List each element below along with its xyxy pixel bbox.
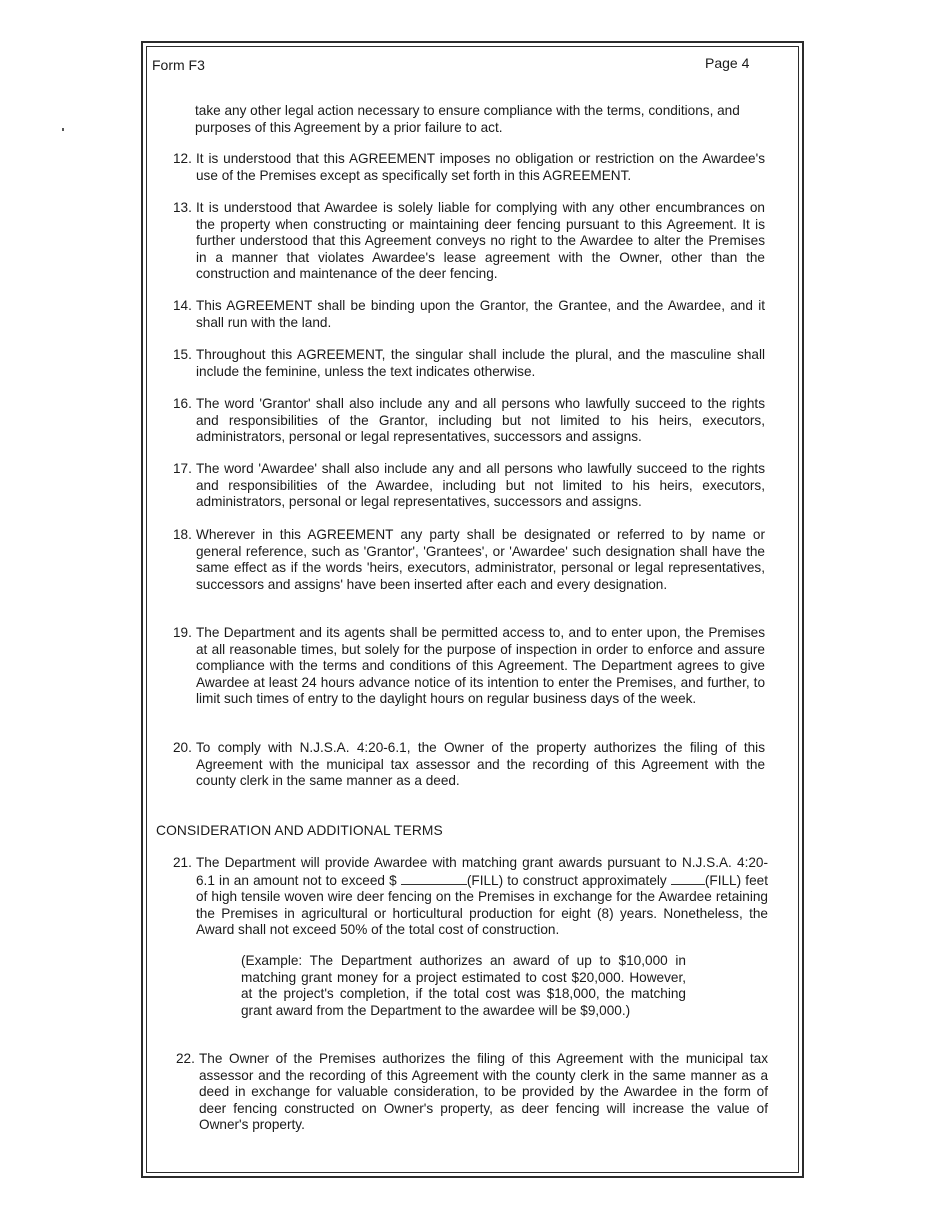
clause-number: 12. [173,151,192,166]
form-label: Form F3 [152,57,205,73]
clause-number: 22. [176,1051,195,1066]
clause-12 [173,151,765,184]
clause-number: 17. [173,461,192,476]
clause-17 [173,461,765,511]
page-number: Page 4 [705,55,750,71]
clause-number: 16. [173,396,192,411]
paragraph-continuation [195,103,765,136]
clause-14 [173,298,765,331]
clause-number: 19. [173,625,192,640]
clause-text: It is understood that Awardee is solely liable for complying with any other encumbrances on the property when constructing or maintaining deer fencing pursuant to this Agreement. It is further understood that this Agreement conveys no right to the Awardee to alter the Premises in a manner that violates Awardee's lease agreement with the Owner, other than the construction and maintenance of the deer fencing. [196,200,765,282]
clause-number: 14. [173,298,192,313]
example-paragraph: (Example: The Department authorizes an award of up to $10,000 in matching grant money for a project estimated to cost $20,000. However, at the project's completion, if the total cost was $18,000, the matching grant award from the Department to the awardee will be $9,000.) [241,953,686,1018]
clause-13 [173,200,765,283]
clause-number: 21. [173,855,192,870]
clause-text: Wherever in this AGREEMENT any party shall be designated or referred to by name or general reference, such as 'Grantor', 'Grantees', or 'Awardee' such designation shall have the same effect as if the words 'heirs, executors, administrator, personal or legal representatives, successors and assigns' have been inserted after each and every designation. [196,527,765,592]
clause-number: 15. [173,347,192,362]
clause-text: The word 'Awardee' shall also include any and all persons who lawfully succeed to the rights and responsibilities of the Awardee, including but not limited to his heirs, executors, administrators, personal or legal representatives, successors and assigns. [196,461,765,510]
clause-22 [176,1051,768,1134]
clause-text-part: (FILL) to construct approximately [466,872,671,888]
clause-text-part: The Department will provide Awardee with matching grant awards pursuant to N.J.S.A. 4:20-6.1 in an amount not to exceed $ [196,855,768,888]
clause-text: The word 'Grantor' shall also include any and all persons who lawfully succeed to the rights and responsibilities of the Grantor, including but not limited to his heirs, executors, administrators, personal or legal representatives, successors and assigns. [196,396,765,445]
clause-15 [173,347,765,380]
clause-21 [173,855,768,939]
clause-text-part: (FILL) feet of high tensile woven wire deer fencing on the Premises in exchange for the Awardee retaining the Premises in agricultural or horticultural production for eight (8) years. Nonetheless, the Award shall not exceed 50% of the total cost of construction. [196,872,768,938]
clause-19 [173,625,765,708]
clause-number: 13. [173,200,192,215]
clause-text: The Owner of the Premises authorizes the filing of this Agreement with the municipal tax assessor and the recording of this Agreement with the county clerk in the same manner as a deed in exchange for valuable consideration, to be provided by the Awardee in the form of deer fencing constructed on Owner's property, as deer fencing will increase the value of Owner's property. [199,1051,768,1133]
clause-text [196,855,768,939]
clause-text: To comply with N.J.S.A. 4:20-6.1, the Owner of the property authorizes the filing of this Agreement with the municipal tax assessor and the recording of this Agreement with the county clerk in the same manner as a deed. [196,740,765,789]
clause-text: Throughout this AGREEMENT, the singular shall include the plural, and the masculine shall include the feminine, unless the text indicates otherwise. [196,347,765,379]
clause-text: It is understood that this AGREEMENT imposes no obligation or restriction on the Awardee's use of the Premises except as specifically set forth in this AGREEMENT. [196,151,765,183]
clause-text: The Department and its agents shall be permitted access to, and to enter upon, the Premises at all reasonable times, but solely for the purpose of inspection in order to enforce and assure compliance with the terms and conditions of this Agreement. The Department agrees to give Awardee at least 24 hours advance notice of its intention to enter the Premises, and further, to limit such times of entry to the daylight hours on regular business days of the week. [196,625,765,707]
clause-text: This AGREEMENT shall be binding upon the Grantor, the Grantee, and the Awardee, and it shall run with the land. [196,298,765,330]
section-heading: CONSIDERATION AND ADDITIONAL TERMS [156,823,443,838]
clause-18 [173,527,765,593]
clause-20 [173,740,765,790]
clause-number: 20. [173,740,192,755]
amount-fill-blank[interactable] [401,872,467,885]
clause-16 [173,396,765,446]
scan-speck [62,128,64,131]
continuation-text: take any other legal action necessary to ensure compliance with the terms, conditions, and purposes of this Agreement by a prior failure to act. [195,103,740,135]
clause-number: 18. [173,527,192,542]
feet-fill-blank[interactable] [671,872,705,885]
